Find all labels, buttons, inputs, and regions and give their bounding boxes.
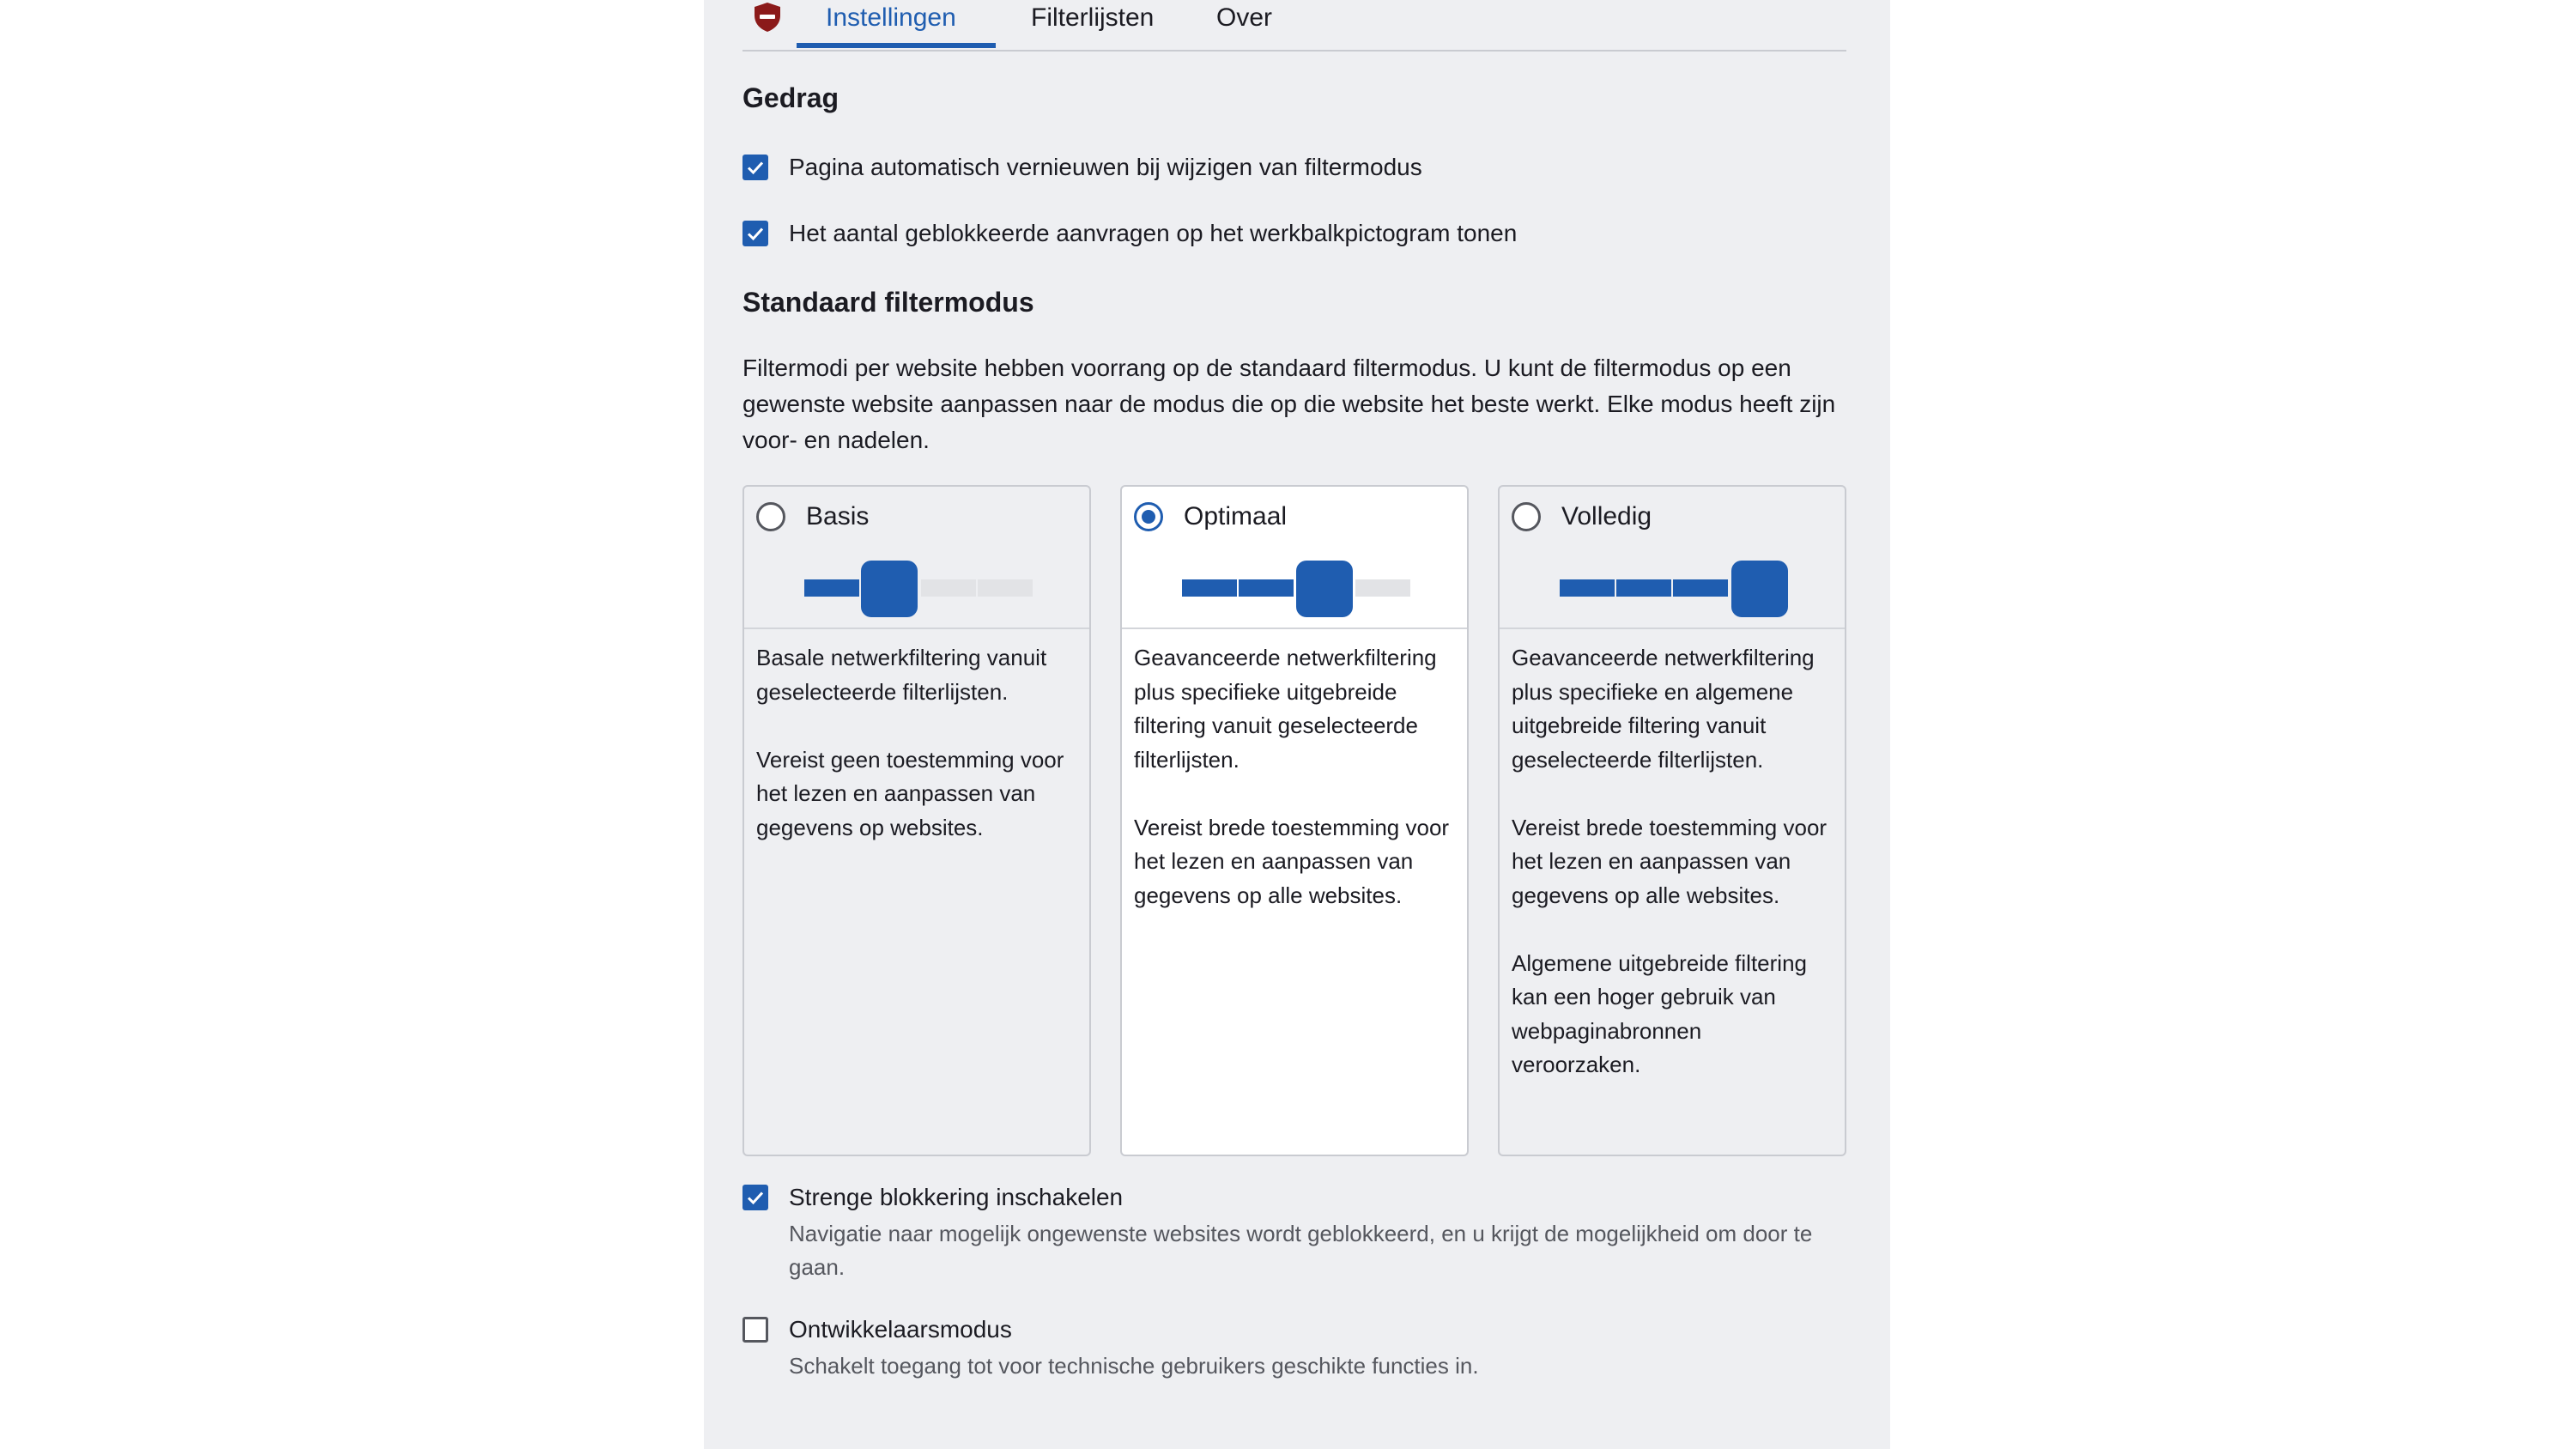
mode-paragraph: Algemene uitgebreide filtering kan een hoger gebruik van webpaginabronnen veroorzaken. <box>1512 949 1807 1077</box>
mode-radio-complete[interactable] <box>1512 502 1541 531</box>
mode-paragraph: Vereist brede toestemming voor het lezen en aanpassen van gegevens op alle websites. <box>1512 814 1827 908</box>
active-tab-indicator <box>797 43 996 48</box>
level-knob <box>1296 561 1353 617</box>
developer-mode-checkbox[interactable] <box>742 1317 768 1343</box>
level-segment <box>1673 579 1728 597</box>
developer-mode-label: Ontwikkelaarsmodus <box>789 1316 1012 1343</box>
developer-mode-description: Schakelt toegang tot voor technische gebruikers geschikte functies in. <box>789 1353 1479 1379</box>
tab-bar <box>742 0 1846 52</box>
strict-blocking-option[interactable] <box>742 1184 1123 1211</box>
mode-level-indicator <box>1182 561 1410 617</box>
checkmark-icon <box>745 157 766 178</box>
mode-level-indicator <box>1560 561 1788 617</box>
mode-level-indicator <box>804 561 1033 617</box>
mode-card-optimal[interactable] <box>1120 485 1469 1156</box>
checkmark-icon <box>745 223 766 244</box>
mode-title: Volledig <box>1561 502 1652 530</box>
level-knob <box>861 561 918 617</box>
mode-radio-optimal[interactable] <box>1134 502 1163 531</box>
shield-logo-icon <box>753 2 782 33</box>
mode-card-basis[interactable] <box>742 485 1091 1156</box>
auto-reload-label: Pagina automatisch vernieuwen bij wijzigen van filtermodus <box>789 154 1422 180</box>
strict-blocking-checkbox[interactable] <box>742 1185 768 1210</box>
mode-card-header <box>744 487 1089 629</box>
mode-paragraph: Vereist geen toestemming voor het lezen en aanpassen van gegevens op websites. <box>756 746 1064 840</box>
mode-radio-basis[interactable] <box>756 502 785 531</box>
level-segment <box>1239 579 1294 597</box>
mode-title: Optimaal <box>1184 502 1288 530</box>
mode-description <box>1122 629 1467 912</box>
mode-paragraph: Basale netwerkfiltering vanuit geselecteerde filterlijsten. <box>756 645 1047 705</box>
tab-about[interactable]: Over <box>1216 3 1273 32</box>
show-blocked-count-label: Het aantal geblokkeerde aanvragen op het werkbalkpictogram tonen <box>789 220 1518 246</box>
filtermode-heading: Standaard filtermodus <box>742 287 1034 318</box>
mode-paragraph: Geavanceerde netwerkfiltering plus specifieke en algemene uitgebreide filtering vanuit geselecteerde filterlijsten. <box>1512 645 1815 773</box>
level-knob <box>1731 561 1788 617</box>
level-segment <box>1616 579 1671 597</box>
settings-panel <box>704 0 1890 1449</box>
level-segment <box>978 579 1033 597</box>
strict-blocking-description: Navigatie naar mogelijk ongewenste websites wordt geblokkeerd, en u krijgt de mogelijkheid om door te gaan. <box>789 1221 1813 1280</box>
tab-filter-lists[interactable]: Filterlijsten <box>1031 3 1155 32</box>
mode-card-header <box>1500 487 1845 629</box>
filtermode-description: Filtermodi per website hebben voorrang op de standaard filtermodus. U kunt de filtermodus op een gewenste website aanpassen naar de modus die op die website het beste werkt. Elke modus heeft zijn voor- en nadelen. <box>742 355 1836 453</box>
show-blocked-count-option[interactable] <box>742 220 1517 247</box>
checkmark-icon <box>745 1187 766 1208</box>
settings-content <box>742 0 1846 1379</box>
developer-mode-option[interactable] <box>742 1316 1012 1343</box>
auto-reload-checkbox[interactable] <box>742 155 768 180</box>
tab-settings[interactable]: Instellingen <box>826 3 956 32</box>
auto-reload-option[interactable] <box>742 154 1422 181</box>
mode-paragraph: Vereist brede toestemming voor het lezen en aanpassen van gegevens op alle websites. <box>1134 814 1450 908</box>
strict-blocking-label: Strenge blokkering inschakelen <box>789 1184 1124 1210</box>
mode-card-header <box>1122 487 1467 629</box>
level-segment <box>804 579 859 597</box>
level-segment <box>1182 579 1237 597</box>
show-blocked-count-checkbox[interactable] <box>742 221 768 246</box>
mode-title: Basis <box>806 502 870 530</box>
level-segment <box>1560 579 1615 597</box>
level-segment <box>1355 579 1410 597</box>
level-segment <box>921 579 976 597</box>
mode-card-complete[interactable] <box>1498 485 1846 1156</box>
mode-paragraph: Geavanceerde netwerkfiltering plus specifieke uitgebreide filtering vanuit geselecteerde filterlijsten. <box>1134 645 1437 773</box>
mode-description <box>744 629 1089 845</box>
mode-description <box>1500 629 1845 1082</box>
behavior-heading: Gedrag <box>742 82 839 113</box>
